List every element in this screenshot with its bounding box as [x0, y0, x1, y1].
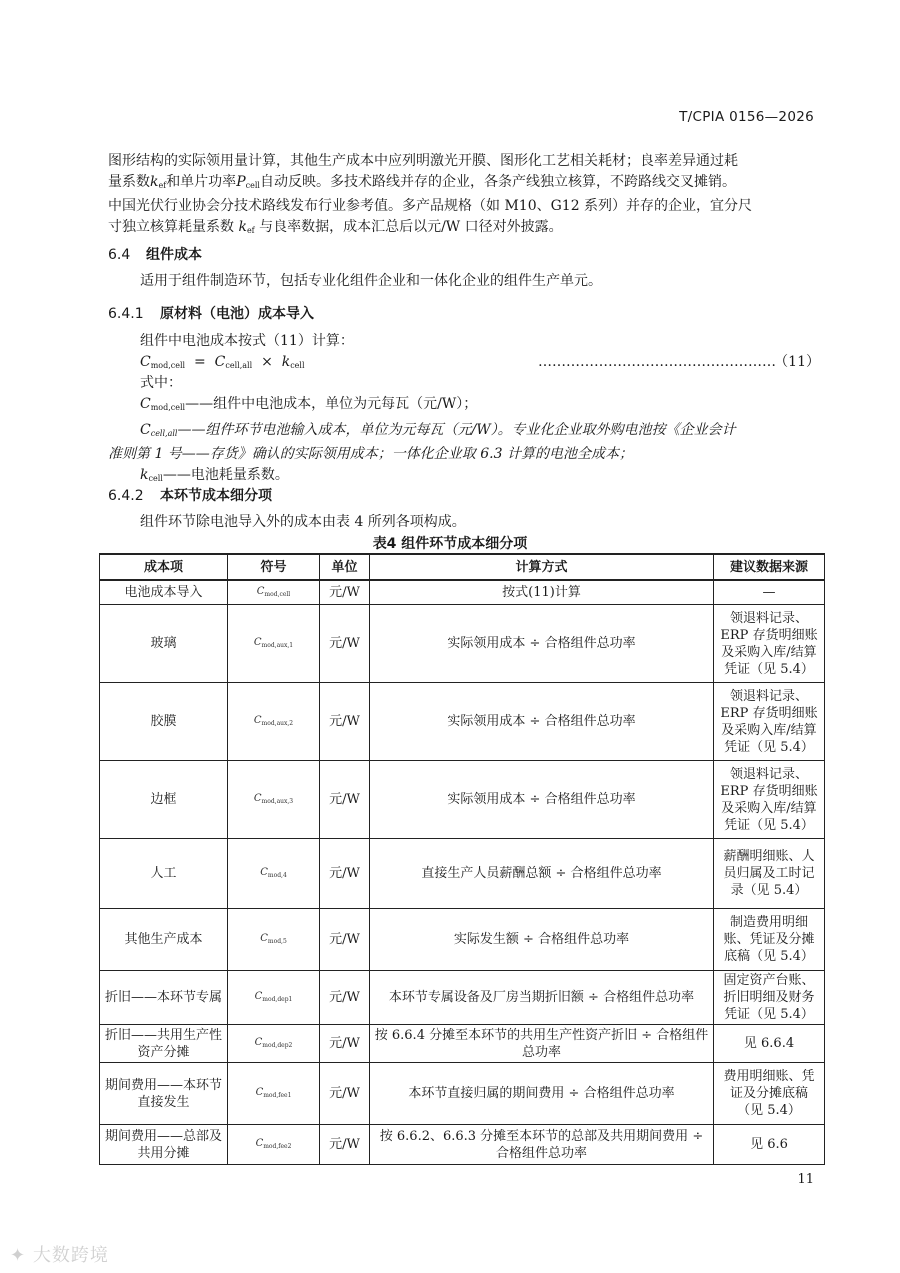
header-symbol: 符号 [228, 554, 320, 580]
definition-3: $k_{cell}——$电池耗量系数。 [140, 466, 289, 483]
cell-data-source: 见 6.6.4 [714, 1025, 825, 1063]
definition-1: $C_{mod,cell}——$组件中电池成本，单位为元每瓦（元/W）； [140, 396, 478, 412]
cell-cost-item: 电池成本导入 [100, 580, 228, 605]
cell-symbol [228, 839, 320, 909]
cell-calc-method: 本环节专属设备及厂房当期折旧额 ÷ 合格组件总功率 [370, 971, 714, 1025]
cell-data-source: 领退料记录、ERP 存货明细账及采购入库/结算凭证（见 5.4） [714, 605, 825, 683]
header-calc-method: 计算方式 [370, 554, 714, 580]
symbol-letter: C [254, 991, 263, 1002]
symbol-subscript: mod,dep1 [262, 996, 293, 1003]
cell-cost-item: 玻璃 [100, 605, 228, 683]
symbol-subscript: mod,4 [267, 872, 287, 879]
heading-6-4-2: 6.4.2 本环节成本细分项 [108, 488, 272, 504]
cell-symbol [228, 683, 320, 761]
cell-data-source: 费用明细账、凭证及分摊底稿（见 5.4） [714, 1063, 825, 1125]
cell-calc-method: 按 6.6.4 分摊至本环节的共用生产性资产折旧 ÷ 合格组件总功率 [370, 1025, 714, 1063]
cell-calc-method: 实际领用成本 ÷ 合格组件总功率 [370, 605, 714, 683]
formula-11: $C_{mod,cell} = C_{cell,all} \times k_{cell}$ …………………………………………… （11） [140, 352, 820, 377]
cell-calc-method: 实际领用成本 ÷ 合格组件总功率 [370, 761, 714, 839]
cell-symbol [228, 580, 320, 605]
cell-data-source: 见 6.6 [714, 1125, 825, 1165]
symbol-letter: C [260, 933, 268, 944]
cell-data-source: 领退料记录、ERP 存货明细账及采购入库/结算凭证（见 5.4） [714, 761, 825, 839]
cell-data-source: 薪酬明细账、人员归属及工时记录（见 5.4） [714, 839, 825, 909]
symbol-letter: C [253, 637, 262, 648]
cell-unit: 元/W [320, 605, 370, 683]
table-row [100, 1025, 825, 1063]
cell-calc-method: 按 6.6.2、6.6.3 分摊至本环节的总部及共用期间费用 ÷ 合格组件总功率 [370, 1125, 714, 1165]
cell-symbol [228, 971, 320, 1025]
cell-unit: 元/W [320, 1125, 370, 1165]
intro-line-2: 量系数$k_{ef}$和单片功率$P_{cell}$自动反映。多技术路线并存的企业，各条产线独立核算，不跨路线交叉摊销。 [108, 173, 736, 190]
formula-number: （11） [774, 354, 820, 370]
watermark: ✦ 大数跨境 [10, 1245, 109, 1266]
cell-cost-item: 折旧——共用生产性资产分摊 [100, 1025, 228, 1063]
cell-cost-item: 折旧——本环节专属 [100, 971, 228, 1025]
header-data-source: 建议数据来源 [714, 554, 825, 580]
symbol-subscript: mod,fee1 [263, 1092, 292, 1099]
cell-symbol [228, 1025, 320, 1063]
intro-line-4: 寸独立核算耗量系数 $k_{ef}$ 与良率数据，成本汇总后以元/W 口径对外披露。 [108, 218, 563, 235]
cell-data-source: 固定资产台账、折旧明细及财务凭证（见 5.4） [714, 971, 825, 1025]
cell-cost-item: 边框 [100, 761, 228, 839]
cell-cost-item: 期间费用——总部及共用分摊 [100, 1125, 228, 1165]
table-row [100, 839, 825, 909]
symbol-subscript: mod,aux,3 [261, 798, 294, 805]
symbol-letter: C [255, 1087, 264, 1098]
cell-unit: 元/W [320, 909, 370, 971]
symbol-subscript: mod,aux,1 [261, 642, 294, 649]
table-row [100, 971, 825, 1025]
cell-symbol [228, 1063, 320, 1125]
symbol-letter: C [253, 793, 262, 804]
symbol-letter: C [255, 1138, 264, 1149]
table-row [100, 605, 825, 683]
symbol-letter: C [253, 715, 262, 726]
cell-unit: 元/W [320, 761, 370, 839]
symbol-subscript: mod,5 [267, 938, 287, 945]
cell-unit: 元/W [320, 971, 370, 1025]
table-row [100, 1063, 825, 1125]
cell-cost-item: 人工 [100, 839, 228, 909]
definitions [108, 394, 820, 489]
table-row [100, 683, 825, 761]
cell-cost-item: 胶膜 [100, 683, 228, 761]
table-caption: 表4 组件环节成本细分项 [372, 536, 528, 552]
cell-unit: 元/W [320, 683, 370, 761]
section-6-4-body: 适用于组件制造环节，包括专业化组件企业和一体化企业的组件生产单元。 [140, 273, 602, 289]
header-unit: 单位 [320, 554, 370, 580]
cell-calc-method: 实际领用成本 ÷ 合格组件总功率 [370, 683, 714, 761]
table-row [100, 1125, 825, 1165]
table-row [100, 761, 825, 839]
cell-symbol [228, 605, 320, 683]
cell-data-source: — [714, 580, 825, 605]
symbol-subscript: mod,fee2 [263, 1143, 292, 1150]
cell-data-source: 制造费用明细账、凭证及分摊底稿（见 5.4） [714, 909, 825, 971]
watermark-logo-icon: ✦ [10, 1245, 27, 1266]
cost-breakdown-table [99, 553, 825, 1165]
intro-line-1: 图形结构的实际领用量计算，其他生产成本中应列明激光开膜、图形化工艺相关耗材；良率差异通过耗 [108, 153, 738, 169]
cell-unit: 元/W [320, 839, 370, 909]
cell-unit: 元/W [320, 1063, 370, 1125]
cell-unit: 元/W [320, 1025, 370, 1063]
formula-intro: 组件中电池成本按式（11）计算： [140, 333, 354, 349]
cell-cost-item: 其他生产成本 [100, 909, 228, 971]
cell-calc-method: 按式(11)计算 [370, 580, 714, 605]
where-label: 式中： [140, 375, 182, 391]
definition-2-cont: 准则第 1 号——存货》确认的实际领用成本；一体化企业取 6.3 计算的电池全成本； [108, 446, 633, 462]
heading-6-4: 6.4 组件成本 [108, 247, 202, 263]
formula-dots: …………………………………………… [538, 354, 776, 370]
definition-2: $C_{cell,all}——$组件环节电池输入成本，单位为元每瓦（元/W）。专业化企业取外购电池按《企业会计 [140, 421, 736, 438]
heading-6-4-1: 6.4.1 原材料（电池）成本导入 [108, 306, 314, 322]
symbol-subscript: mod,cell [264, 591, 291, 598]
symbol-letter: C [254, 1037, 263, 1048]
table-header-row [100, 554, 825, 580]
symbol-letter: C [260, 867, 268, 878]
cell-symbol [228, 909, 320, 971]
cell-symbol [228, 1125, 320, 1165]
symbol-letter: C [256, 586, 265, 597]
table-row [100, 909, 825, 971]
table-row [100, 580, 825, 605]
cell-data-source: 领退料记录、ERP 存货明细账及采购入库/结算凭证（见 5.4） [714, 683, 825, 761]
cell-cost-item: 期间费用——本环节直接发生 [100, 1063, 228, 1125]
cell-calc-method: 直接生产人员薪酬总额 ÷ 合格组件总功率 [370, 839, 714, 909]
page-number: 11 [797, 1172, 814, 1187]
symbol-subscript: mod,aux,2 [261, 720, 294, 727]
header-cost-item: 成本项 [100, 554, 228, 580]
cell-unit: 元/W [320, 580, 370, 605]
cell-calc-method: 实际发生额 ÷ 合格组件总功率 [370, 909, 714, 971]
section-6-4-2-body: 组件环节除电池导入外的成本由表 4 所列各项构成。 [140, 514, 466, 530]
intro-paragraph [108, 151, 818, 241]
document-code: T/CPIA 0156—2026 [679, 109, 814, 125]
symbol-subscript: mod,dep2 [262, 1042, 293, 1049]
cell-calc-method: 本环节直接归属的期间费用 ÷ 合格组件总功率 [370, 1063, 714, 1125]
cell-symbol [228, 761, 320, 839]
intro-line-3: 中国光伏行业协会分技术路线发布行业参考值。多产品规格（如 M10、G12 系列）并存的企业，宜分尺 [108, 198, 753, 214]
